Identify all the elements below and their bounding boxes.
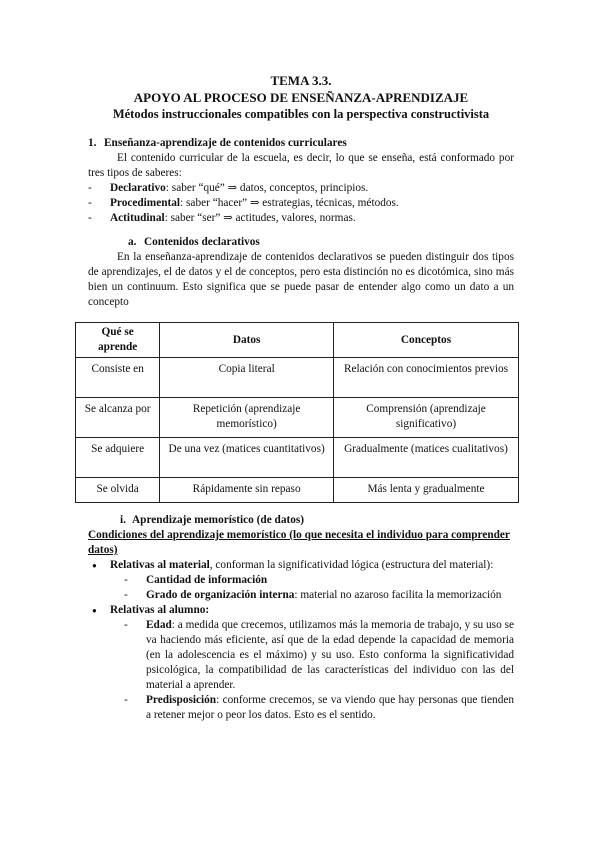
list-item-term: Relativas al material [110,559,210,571]
table-cell: Gradualmente (matices cualitativos) [334,438,519,478]
sublist-item [110,693,514,723]
list-item [88,603,514,723]
section-a-heading [88,235,514,250]
table-header: Datos [160,323,334,358]
list-item-term: Declarativo [110,182,166,194]
sublist-item-term: Grado de organización interna [146,589,295,601]
table-cell: Se adquiere [76,438,160,478]
alumno-sublist [110,618,514,723]
section-a-title: Contenidos declarativos [144,236,260,248]
list-item-text: : saber “qué” ⇒ datos, conceptos, principios. [165,182,369,194]
section-1-intro: El contenido curricular de la escuela, es decir, lo que se enseña, está conformado por tres tipos de saberes: [88,152,514,179]
table-row [76,438,519,478]
sublist-item [110,588,514,603]
table-row [76,478,519,503]
sublist-item-term: Predisposición [146,694,217,706]
section-1-title: Enseñanza-aprendizaje de contenidos curriculares [104,137,347,149]
list-item [88,196,514,211]
list-item-term: Actitudinal [110,212,165,224]
list-item-text: , conforman la significatividad lógica (estructura del material): [209,559,494,571]
conditions-list [88,558,514,723]
sublist-item-text: : conforme crecemos, se va viendo que hay personas que tienden a retener mejor o peor los datos. Esto es el sentido. [146,694,514,721]
list-item [88,558,514,603]
section-i-title: Aprendizaje memorístico (de datos) [132,514,305,526]
table-header: Conceptos [334,323,519,358]
subtitle: Métodos instruccionales compatibles con la perspectiva constructivista [112,107,490,121]
sublist-item-term: Edad [146,619,172,631]
sublist-item [110,573,514,588]
table-cell: Rápidamente sin repaso [160,478,334,503]
sublist-item [110,618,514,693]
table-cell: Relación con conocimientos previos [334,358,519,398]
table-row [76,398,519,438]
table-header-row [76,323,519,358]
conditions-heading: Condiciones del aprendizaje memorístico (lo que necesita el individuo para comprender datos) [88,529,510,556]
section-1-heading [88,136,514,151]
list-item-text: : saber “hacer” ⇒ estrategias, técnicas, métodos. [180,197,399,209]
section-a-paragraph: En la enseñanza-aprendizaje de contenidos declarativos se pueden distinguir dos tipos de aprendizajes, el de datos y el de conceptos, pero esta distinción no es dicotómica, sino más bien un continuum. Esto significa que se puede pasar de entender algo como un dato a un concepto [88,251,514,308]
section-a-number: a. [128,236,137,248]
list-item-text: : saber “ser” ⇒ actitudes, valores, normas. [164,212,356,224]
section-i-heading [88,513,514,528]
sublist-item-text: : material no azaroso facilita la memorización [294,589,502,601]
sublist-item-term: Cantidad de información [146,574,268,586]
list-item-term: Relativas al alumno: [110,604,210,616]
saberes-list [88,181,514,226]
table-cell: Repetición (aprendizaje memorístico) [160,398,334,438]
sublist-item-text: : a medida que crecemos, utilizamos más la memoria de trabajo, y su uso se va haciendo más eficiente, así que de la edad depende la capacidad de memoria (en la adolescencia es el máximo) y su uso. Esto conforma la significatividad psicológica, la compatibilidad de las características del individuo con las del material a aprender. [146,619,514,691]
section-1-number: 1. [88,137,97,149]
table-row [76,358,519,398]
list-item-term: Procedimental [110,197,181,209]
material-sublist [110,573,514,603]
list-item [88,181,514,196]
main-title: APOYO AL PROCESO DE ENSEÑANZA-APRENDIZAJE [133,90,469,105]
list-item [88,211,514,226]
document-page [84,70,514,723]
comparison-table [75,322,519,503]
table-cell: Copia literal [160,358,334,398]
tema-number: TEMA 3.3. [270,73,332,88]
table-cell: Comprensión (aprendizaje significativo) [334,398,519,438]
table-cell: Más lenta y gradualmente [334,478,519,503]
table-cell: Consiste en [76,358,160,398]
table-cell: De una vez (matices cuantitativos) [160,438,334,478]
table-cell: Se alcanza por [76,398,160,438]
section-i-number: i. [120,514,126,526]
table-cell: Se olvida [76,478,160,503]
table-header: Qué se aprende [76,323,160,358]
